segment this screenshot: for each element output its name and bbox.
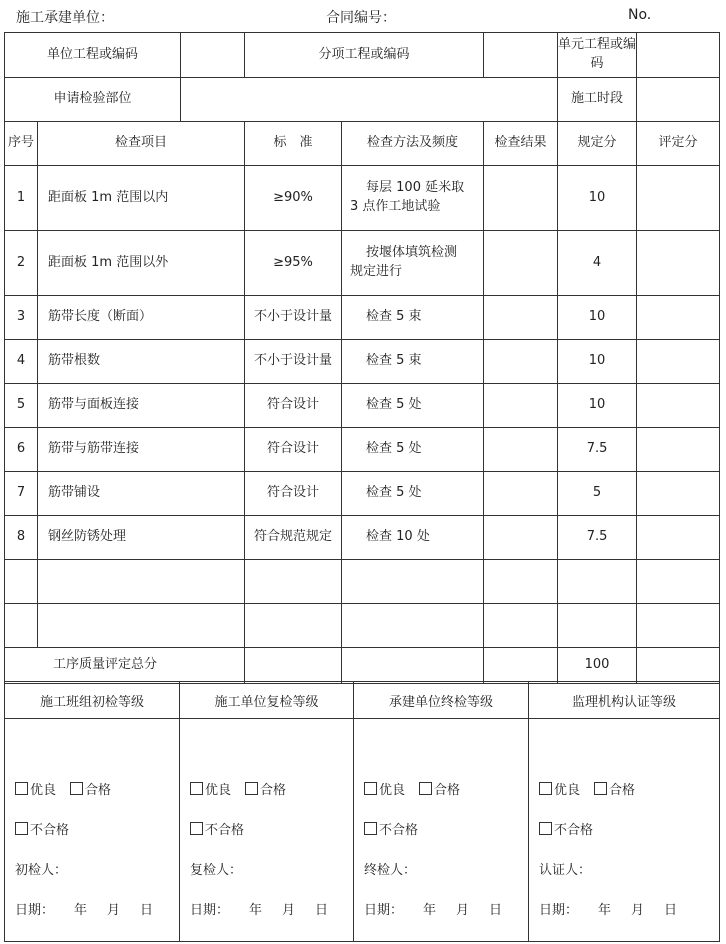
period-value[interactable] [637, 78, 720, 122]
col-result: 检查结果 [484, 122, 558, 166]
row-standard: ≥90% [245, 166, 342, 231]
row-standard: 符合规范规定 [245, 516, 342, 560]
checkbox-pass[interactable] [419, 782, 432, 795]
row-item: 筋带根数 [38, 340, 245, 384]
row-standard: 不小于设计量 [245, 340, 342, 384]
row-item: 钢丝防锈处理 [38, 516, 245, 560]
good-label: 优良 [30, 783, 57, 798]
row-seq: 8 [5, 516, 38, 560]
row-rating[interactable] [637, 516, 720, 560]
row-method-line: 每层 100 延米取 [366, 180, 465, 196]
row-result[interactable] [484, 428, 558, 472]
row-standard: 符合设计 [245, 428, 342, 472]
unit-project-label: 单位工程或编码 [5, 33, 181, 78]
row-seq: 3 [5, 296, 38, 340]
checkbox-good[interactable] [364, 782, 377, 795]
row-rating[interactable] [637, 231, 720, 296]
date-label: 日期： [364, 903, 404, 918]
company-recheck-cell: 优良 合格 不合格 复检人： 日期： 年 月 日 [180, 719, 354, 942]
row-method [342, 231, 484, 296]
row-result[interactable] [484, 296, 558, 340]
row-item: 筋带与面板连接 [38, 384, 245, 428]
col-rating: 评定分 [637, 122, 720, 166]
row-method: 检查 10 处 [342, 516, 484, 560]
row-seq: 7 [5, 472, 38, 516]
col-standard: 标 准 [245, 122, 342, 166]
good-label: 优良 [205, 783, 232, 798]
unit-project-value[interactable] [181, 33, 245, 78]
location-label: 申请检验部位 [5, 78, 181, 122]
date-label: 日期： [15, 903, 55, 918]
row-rating[interactable] [637, 340, 720, 384]
row-result[interactable] [484, 340, 558, 384]
row-score: 7.5 [558, 516, 637, 560]
checkbox-pass[interactable] [245, 782, 258, 795]
sub-project-value[interactable] [484, 33, 558, 78]
col-seq: 序号 [5, 122, 38, 166]
row-method-line: 3 点作工地试验 [350, 199, 441, 214]
crew-check-cell: 优良 合格 不合格 初检人： 日期： 年 月 日 [5, 719, 180, 942]
row-method: 检查 5 束 [342, 340, 484, 384]
checkbox-fail[interactable] [364, 822, 377, 835]
pass-label: 合格 [434, 783, 461, 798]
signoff-table [4, 681, 720, 942]
row-method-line: 规定进行 [350, 264, 403, 279]
row-standard: 不小于设计量 [245, 296, 342, 340]
checkbox-fail[interactable] [190, 822, 203, 835]
row-item: 距面板 1m 范围以内 [38, 166, 245, 231]
info-row-2 [5, 78, 720, 122]
row-method [342, 166, 484, 231]
fail-label: 不合格 [379, 823, 419, 838]
table-row [5, 296, 720, 340]
row-method: 检查 5 处 [342, 428, 484, 472]
supervisor-cert-header: 监理机构认证等级 [529, 682, 720, 719]
inspector-label: 认证人： [539, 863, 592, 878]
row-rating[interactable] [637, 166, 720, 231]
inspector-label: 终检人： [364, 863, 417, 878]
total-score: 100 [558, 648, 637, 684]
col-method: 检查方法及频度 [342, 122, 484, 166]
row-seq: 5 [5, 384, 38, 428]
contractor-final-cell: 优良 合格 不合格 终检人： 日期： 年 月 日 [354, 719, 529, 942]
inspector-label: 复检人： [190, 863, 243, 878]
checkbox-fail[interactable] [15, 822, 28, 835]
fail-label: 不合格 [30, 823, 70, 838]
row-result[interactable] [484, 166, 558, 231]
row-score: 4 [558, 231, 637, 296]
row-standard: 符合设计 [245, 472, 342, 516]
row-item: 筋带与筋带连接 [38, 428, 245, 472]
signoff-body-row [5, 719, 720, 942]
checkbox-good[interactable] [539, 782, 552, 795]
row-rating[interactable] [637, 428, 720, 472]
row-score: 10 [558, 166, 637, 231]
row-method: 检查 5 处 [342, 472, 484, 516]
element-project-label: 单元工程或编码 [558, 33, 637, 78]
row-method: 检查 5 处 [342, 384, 484, 428]
inspection-table [4, 32, 720, 684]
row-item: 筋带铺设 [38, 472, 245, 516]
table-row [5, 384, 720, 428]
date-label: 日期： [190, 903, 230, 918]
period-label: 施工时段 [558, 78, 637, 122]
row-result[interactable] [484, 516, 558, 560]
checkbox-pass[interactable] [70, 782, 83, 795]
element-project-value[interactable] [637, 33, 720, 78]
good-label: 优良 [379, 783, 406, 798]
row-rating[interactable] [637, 296, 720, 340]
row-score: 5 [558, 472, 637, 516]
fail-label: 不合格 [554, 823, 594, 838]
signoff-header-row [5, 682, 720, 719]
row-result[interactable] [484, 472, 558, 516]
company-recheck-header: 施工单位复检等级 [180, 682, 354, 719]
row-method: 检查 5 束 [342, 296, 484, 340]
table-row [5, 428, 720, 472]
row-score: 10 [558, 340, 637, 384]
total-label: 工序质量评定总分 [5, 648, 245, 684]
location-value[interactable] [181, 78, 558, 122]
row-seq: 1 [5, 166, 38, 231]
fail-label: 不合格 [205, 823, 245, 838]
row-item: 距面板 1m 范围以外 [38, 231, 245, 296]
row-seq: 2 [5, 231, 38, 296]
no-label: No. [628, 7, 652, 23]
table-row [5, 472, 720, 516]
checkbox-good[interactable] [15, 782, 28, 795]
row-score: 10 [558, 384, 637, 428]
table-row [5, 166, 720, 231]
col-item: 检查项目 [38, 122, 245, 166]
pass-label: 合格 [260, 783, 287, 798]
row-standard: ≥95% [245, 231, 342, 296]
total-row [5, 648, 720, 684]
row-standard: 符合设计 [245, 384, 342, 428]
row-result[interactable] [484, 384, 558, 428]
row-item: 筋带长度（断面） [38, 296, 245, 340]
checkbox-pass[interactable] [594, 782, 607, 795]
pass-label: 合格 [609, 783, 636, 798]
row-seq: 4 [5, 340, 38, 384]
checkbox-good[interactable] [190, 782, 203, 795]
sub-project-label: 分项工程或编码 [245, 33, 484, 78]
crew-check-header: 施工班组初检等级 [5, 682, 180, 719]
pass-label: 合格 [85, 783, 112, 798]
table-row [5, 340, 720, 384]
row-result[interactable] [484, 231, 558, 296]
good-label: 优良 [554, 783, 581, 798]
supervisor-cert-cell: 优良 合格 不合格 认证人： 日期： 年 月 日 [529, 719, 720, 942]
row-rating[interactable] [637, 472, 720, 516]
form-header [0, 0, 726, 32]
contract-label: 合同编号： [326, 10, 396, 26]
table-row-empty [5, 604, 720, 648]
table-row [5, 516, 720, 560]
row-method-line: 按堰体填筑检测 [366, 245, 458, 261]
date-label: 日期： [539, 903, 579, 918]
table-row [5, 231, 720, 296]
row-seq: 6 [5, 428, 38, 472]
row-score: 7.5 [558, 428, 637, 472]
checkbox-fail[interactable] [539, 822, 552, 835]
row-score: 10 [558, 296, 637, 340]
column-header-row [5, 122, 720, 166]
row-rating[interactable] [637, 384, 720, 428]
total-rating[interactable] [637, 648, 720, 684]
col-score: 规定分 [558, 122, 637, 166]
info-row-1 [5, 33, 720, 78]
contractor-final-header: 承建单位终检等级 [354, 682, 529, 719]
unit-label: 施工承建单位： [16, 10, 114, 26]
inspector-label: 初检人： [15, 863, 68, 878]
table-row-empty [5, 560, 720, 604]
